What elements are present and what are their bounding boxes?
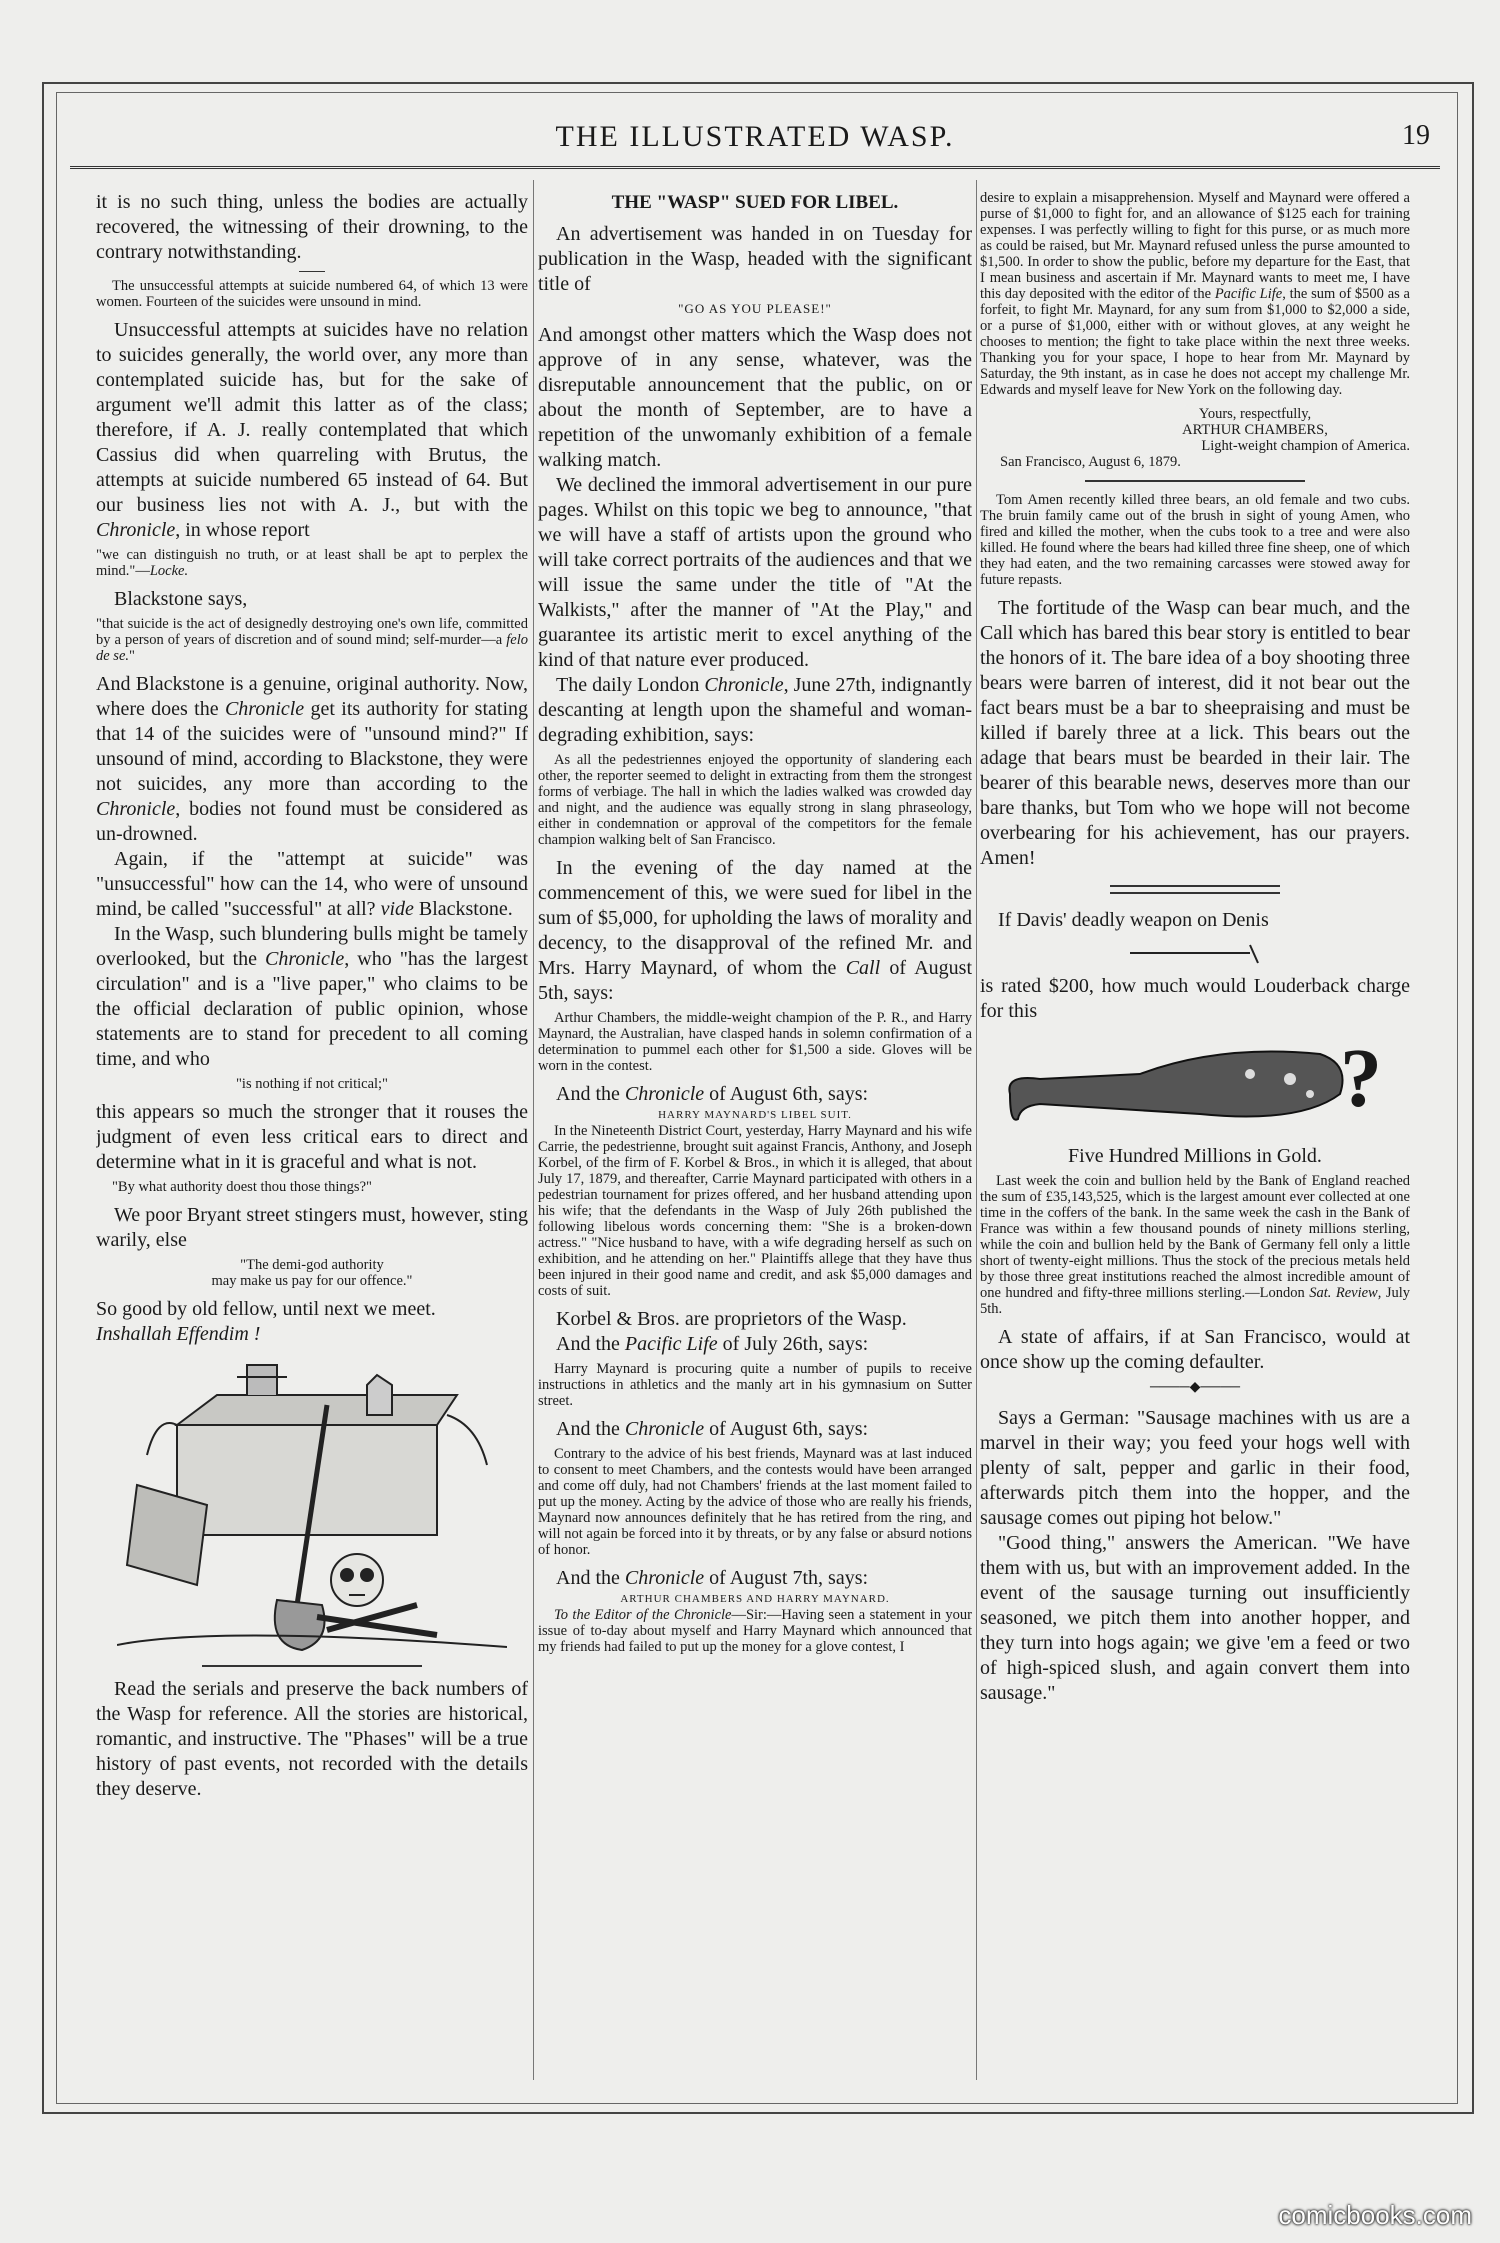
paragraph: Korbel & Bros. are proprietors of the Wasp. <box>556 1308 907 1330</box>
paragraph: Unsuccessful attempts at suicides have no relation to suicides generally, the world over, any more than contemplated suicide has, but for the sake of argument we'll admit this latter as of the class; therefore, if A. J. really contemplated that which Cassius did when quarreling with Brutus, the attempts at suicide numbered 65 instead of 64. But our business lies not with A. J., but with the Chronicle, in whose report <box>96 319 528 541</box>
paragraph: In the evening of the day named at the commencement of this, we were sued for libel in the sum of $5,000, for upholding the laws of morality and decency, to the disapproval of the refined Mr. and Mrs. Harry Maynard, of whom the Call of August 5th, says: <box>538 857 972 1004</box>
quotation: "that suicide is the act of designedly destroying one's own life, committed by a person of years of discretion and of sound mind; self-murder—a felo de se." <box>96 616 528 664</box>
paragraph: A state of affairs, if at San Francisco, would at once show up the coming defaulter. <box>980 1326 1410 1373</box>
paragraph: this appears so much the stronger that it rouses the judgment of even less critical ears to direct and determine what in it is graceful and what is not. <box>96 1101 528 1173</box>
paragraph: Blackstone says, <box>114 588 248 610</box>
quotation: As all the pedestriennes enjoyed the opportunity of slandering each other, the reporter seemed to delight in extracting from them the strongest forms of verbiage. The hall in which the ladies walked was crowded day and night, and the audience was equally strong in slang phraseology, either in condemnation or approval of the competitors for the female champion walking belt of San Francisco. <box>538 752 972 848</box>
paragraph: And Blackstone is a genuine, original authority. Now, where does the Chronicle get its authority for stating that 14 of the suicides were of "unsound mind?" If unsound of mind, according to Blackstone, they were not suicides, any more than according to the Chronicle, bodies not found must be considered as un-drowned. <box>96 673 528 845</box>
quotation-heading: ARTHUR CHAMBERS AND HARRY MAYNARD. <box>620 1593 890 1605</box>
paragraph: If Davis' deadly weapon on Denis <box>998 909 1269 931</box>
quotation: "we can distinguish no truth, or at least shall be apt to perplex the mind."—Locke. <box>96 547 528 579</box>
quotation: "GO AS YOU PLEASE!" <box>678 301 832 316</box>
divider <box>299 271 325 272</box>
dagger-illustration <box>980 933 1410 969</box>
paragraph: So good by old fellow, until next we meet. <box>96 1298 436 1320</box>
column-3 <box>980 190 1410 2075</box>
page-number: 19 <box>1402 120 1430 151</box>
quotation: "By what authority doest thou those things?" <box>112 1179 372 1195</box>
graveyard-illustration <box>117 1355 507 1655</box>
divider <box>1110 885 1280 894</box>
article-heading: THE "WASP" SUED FOR LIBEL. <box>611 192 899 213</box>
quotation: In the Nineteenth District Court, yesterday, Harry Maynard and his wife Carrie, the pedestrienne, brought suit against Francis, Anthony, and Joseph Korbel, of the firm of F. Korbel & Bros., in which it is alleged, that about July 17, 1879, and thereafter, Carrie Maynard participated with others in a pedestrian tournament for prizes offered, and her husband attending upon his wife; that the defendants in the Wasp of July 26th published the following libelous words concerning them: "She is a broken-down actress." "Nice husband to have, with a wife degrading herself as such on exhibition, and he attending on her." Plaintiffs allege that they have thus been injured in their good name and credit, and ask $5,000 damages and costs of suit. <box>538 1123 972 1299</box>
quotation: To the Editor of the Chronicle—Sir:—Having seen a statement in your issue of to-day about myself and Harry Maynard which announced that my friends had failed to put up the money for a glove contest, I <box>538 1607 972 1655</box>
masthead-title: THE ILLUSTRATED WASP. <box>555 120 955 153</box>
signature-date: San Francisco, August 6, 1879. <box>1000 454 1181 470</box>
quotation: Last week the coin and bullion held by the Bank of England reached the sum of £35,143,525, which is the largest amount ever collected at one time in the coffers of the bank. In the same week the cash in the Bank of France was within a few thousand pounds of ninety millions sterling, while the coin and bullion held by the Bank of Germany fell only a little short of twenty-eight millions. Thus the stock of the precious metals held by those three great institutions reached the almost incredible amount of one hundred and fifty-three millions sterling.—London Sat. Review, July 5th. <box>980 1173 1410 1317</box>
paragraph: In the Wasp, such blundering bulls might be tamely overlooked, but the Chronicle, who "has the largest circulation" and is a "live paper," who claims to be the official declaration of public opinion, whose statements are to stand for precedent to all coming time, and who <box>96 923 528 1070</box>
question-mark: ? <box>1340 1032 1382 1125</box>
signature-line: Yours, respectfully, <box>1198 406 1312 422</box>
paragraph: And amongst other matters which the Wasp does not approve of in any sense, whatever, was the disreputable announcement that the public, on or about the month of September, are to have a repetition of the unwomanly exhibition of a female walking match. <box>538 324 972 471</box>
paragraph: The daily London Chronicle, June 27th, indignantly descanting at length upon the shameful and woman-degrading exhibition, says: <box>538 674 972 746</box>
paragraph: We declined the immoral advertisement in our pure pages. Whilst on this topic we beg to announce, "that we will have a staff of artists upon the ground who will take correct portraits of the audiences and that we will issue the same under the title of "At the Walkists," after the manner of "At the Play," and guarantee its artistic merit to excel anything of the kind of that nature ever produced. <box>538 474 972 671</box>
quotation: may make us pay for our offence." <box>211 1273 413 1289</box>
paragraph: is rated $200, how much would Louderback charge for this <box>980 975 1410 1022</box>
paragraph: An advertisement was handed in on Tuesday for publication in the Wasp, headed with the significant title of <box>538 223 972 295</box>
quotation-heading: HARRY MAYNARD'S LIBEL SUIT. <box>658 1109 852 1121</box>
paragraph: And the Chronicle of August 7th, says: <box>556 1567 869 1589</box>
paragraph: And the Pacific Life of July 26th, says: <box>556 1333 869 1355</box>
quotation: Contrary to the advice of his best friends, Maynard was at last induced to consent to meet Chambers, and the contests would have been arranged and come off duly, had not Chambers' friends at the last moment failed to put up the money. Acting by the advice of those who are really his friends, Maynard now announces definitely that he has retired from the ring, and will not again be forced into it by threats, or by any false or absurd notions of honor. <box>538 1446 972 1558</box>
sign-off: Inshallah Effendim ! <box>96 1323 261 1345</box>
paragraph: We poor Bryant street stingers must, however, sting warily, else <box>96 1204 528 1251</box>
paragraph: Again, if the "attempt at suicide" was "unsuccessful" how can the 14, who were of unsound mind, be called "successful" at all? vide Blackstone. <box>96 848 528 920</box>
divider <box>202 1665 422 1667</box>
quotation: The unsuccessful attempts at suicide numbered 64, of which 13 were women. Fourteen of the suicides were unsound in mind. <box>96 278 528 310</box>
divider <box>1085 480 1305 482</box>
paragraph: Read the serials and preserve the back numbers of the Wasp for reference. All the stories are historical, romantic, and instructive. The "Phases" will be a true history of past events, not recorded with the details they deserve. <box>96 1678 528 1800</box>
paragraph: Says a German: "Sausage machines with us are a marvel in their way; you feed your hogs well with plenty of salt, pepper and garlic in their food, afterwards pitch them into the hopper, and the sausage comes out piping hot below." <box>980 1407 1410 1529</box>
page-header <box>70 116 1440 169</box>
quotation: Tom Amen recently killed three bears, an old female and two cubs. The bruin family came out of the brush in sight of young Amen, who fired and killed the mother, when the cubs took to a tree and were also killed. He found where the bears had killed three fine sheep, one of which they had eaten, and the two remaining carcasses were stowed away for future repasts. <box>980 492 1410 588</box>
column-1 <box>96 190 528 2075</box>
club-drawing <box>1000 1034 1360 1134</box>
quotation: "The demi-god authority <box>240 1257 384 1273</box>
watermark: comicbooks.com <box>1278 2200 1472 2230</box>
quotation: "is nothing if not critical;" <box>236 1076 388 1092</box>
paragraph: And the Chronicle of August 6th, says: <box>556 1083 869 1105</box>
article-heading: Five Hundred Millions in Gold. <box>1068 1145 1322 1167</box>
column-rule-1 <box>533 180 534 2080</box>
club-illustration <box>980 1034 1410 1134</box>
column-2 <box>538 190 972 2075</box>
ornament-divider: ────◆──── <box>1149 1380 1241 1395</box>
paragraph: And the Chronicle of August 6th, says: <box>556 1418 869 1440</box>
quotation: Harry Maynard is procuring quite a number of pupils to receive instructions in athletics and the manly art in his gymnasium on Sutter street. <box>538 1361 972 1409</box>
paragraph: The fortitude of the Wasp can bear much, and the Call which has bared this bear story is entitled to bear the honors of it. The bare idea of a boy shooting three bears were barren of interest, did it not bear out the fact bears must be a bar to sheepraising and must be killed if barely three at a lick. This bears out the adage that bears must be bearded in their lair. The bearer of this bearable news, deserves more than our bare thanks, but Tom who we hope will not become overbearing for his achievement, has our prayers. Amen! <box>980 597 1410 869</box>
signature-name: ARTHUR CHAMBERS, <box>1182 422 1328 438</box>
paragraph: "Good thing," answers the American. "We have them with us, but with an improvement added. In the event of the sausage turning out insufficiently seasoned, we pitch them into another hopper, and they turn into hogs again; we give 'em a feed or two of high-spiced slush, and again convert them into sausage." <box>980 1532 1410 1704</box>
signature-title: Light-weight champion of America. <box>1201 438 1410 454</box>
column-rule-2 <box>976 180 977 2080</box>
quotation: Arthur Chambers, the middle-weight champion of the P. R., and Harry Maynard, the Australian, have clasped hands in solemn confirmation of a determination to pummel each other for $1,500 a side. Gloves will be worn in the contest. <box>538 1010 972 1074</box>
quotation: desire to explain a misapprehension. Myself and Maynard were offered a purse of $1,000 to fight for, and an allowance of $125 each for training expenses. I was perfectly willing to fight for this purse, or as much more as could be raised, but Mr. Maynard refused unless the purse amounted to $1,500. In order to show the public, before my departure for the East, that I mean business and ascertain if Mr. Maynard wants to meet me, I have this day deposited with the editor of the Pacific Life, the sum of $500 as a forfeit, to fight Mr. Maynard, for any sum from $1,000 to $2,000 a side, or a purse of $1,000, either with or without gloves, at any weight he chooses to mention; the fight to take place within the next three weeks. Thanking you for your space, I hope to hear from Mr. Maynard by Saturday, the 9th instant, as in case he does not accept my challenge Mr. Edwards and myself leave for New York on the following day. <box>980 190 1410 398</box>
paragraph: it is no such thing, unless the bodies are actually recovered, the witnessing of their drowning, to the contrary notwithstanding. <box>96 191 528 263</box>
